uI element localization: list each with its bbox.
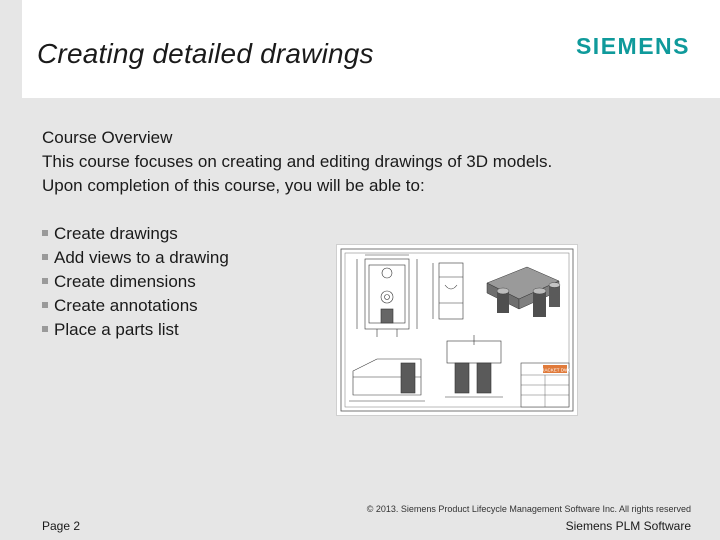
- list-item-label: Add views to a drawing: [54, 248, 229, 267]
- list-item: [42, 222, 229, 246]
- list-item-label: Create drawings: [54, 224, 178, 243]
- list-item-label: Create annotations: [54, 296, 198, 315]
- overview-line-2: Upon completion of this course, you will be able to:: [42, 176, 425, 195]
- list-item: [42, 246, 229, 270]
- slide-title: Creating detailed drawings: [37, 38, 374, 69]
- list-item-label: Create dimensions: [54, 272, 196, 291]
- square-bullet-icon: [42, 326, 48, 332]
- square-bullet-icon: [42, 278, 48, 284]
- overview-heading: Course Overview: [42, 128, 173, 147]
- title-block-label: BRACKET DWG: [538, 367, 572, 373]
- square-bullet-icon: [42, 230, 48, 236]
- slide-header: [22, 0, 720, 98]
- list-item-label: Place a parts list: [54, 320, 179, 339]
- list-item: [42, 318, 229, 342]
- square-bullet-icon: [42, 254, 48, 260]
- title-block: [521, 363, 572, 407]
- siemens-logo: SIEMENS: [575, 33, 690, 59]
- footer-company: Siemens PLM Software: [565, 519, 691, 533]
- course-overview: [42, 126, 702, 198]
- copyright-notice: © 2013. Siemens Product Lifecycle Management Software Inc. All rights reserved: [366, 504, 691, 514]
- engineering-drawing-image: [336, 244, 578, 416]
- drawing-illustration: [337, 245, 577, 415]
- list-item: [42, 294, 229, 318]
- overview-line-1: This course focuses on creating and editing drawings of 3D models.: [42, 152, 553, 171]
- page-number: Page 2: [42, 519, 81, 533]
- square-bullet-icon: [42, 302, 48, 308]
- objectives-list: [42, 222, 229, 342]
- list-item: [42, 270, 229, 294]
